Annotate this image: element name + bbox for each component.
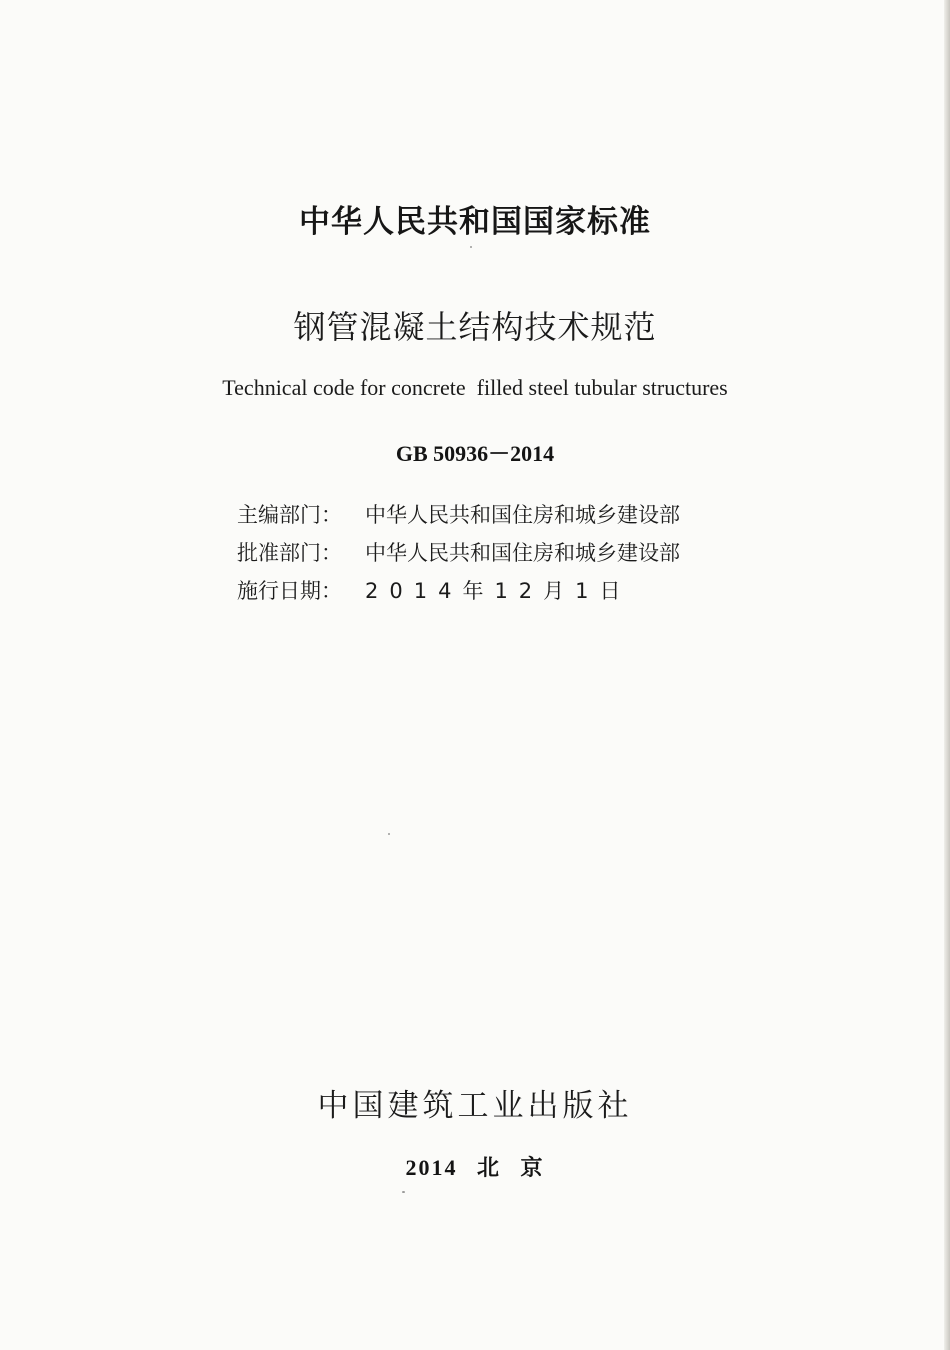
effective-date-label: 施行日期： [237, 579, 342, 603]
editor-label: 主编部门： [237, 503, 342, 527]
scan-speck [388, 833, 390, 835]
effective-date-value: 2014年12月1日 [365, 579, 632, 603]
standard-code: GB 50936－2014 [395, 441, 555, 466]
national-standard-heading: 中华人民共和国国家标准 [299, 204, 651, 240]
effective-date-row [237, 572, 680, 610]
approver-value: 中华人民共和国住房和城乡建设部 [365, 541, 680, 565]
publisher-name: 中国建筑工业出版社 [317, 1088, 633, 1124]
publication-year-place: 2014 北 京 [405, 1155, 545, 1180]
editor-value: 中华人民共和国住房和城乡建设部 [365, 503, 680, 527]
scan-speck [470, 246, 472, 248]
document-title-chinese: 钢管混凝土结构技术规范 [293, 308, 657, 346]
approver-row [237, 534, 680, 572]
editor-row [237, 496, 680, 534]
document-title-english: Technical code for concrete filled steel tubular structures [222, 375, 728, 400]
scan-speck [402, 1191, 405, 1193]
approver-label: 批准部门： [237, 541, 342, 565]
publication-metadata [237, 496, 680, 610]
